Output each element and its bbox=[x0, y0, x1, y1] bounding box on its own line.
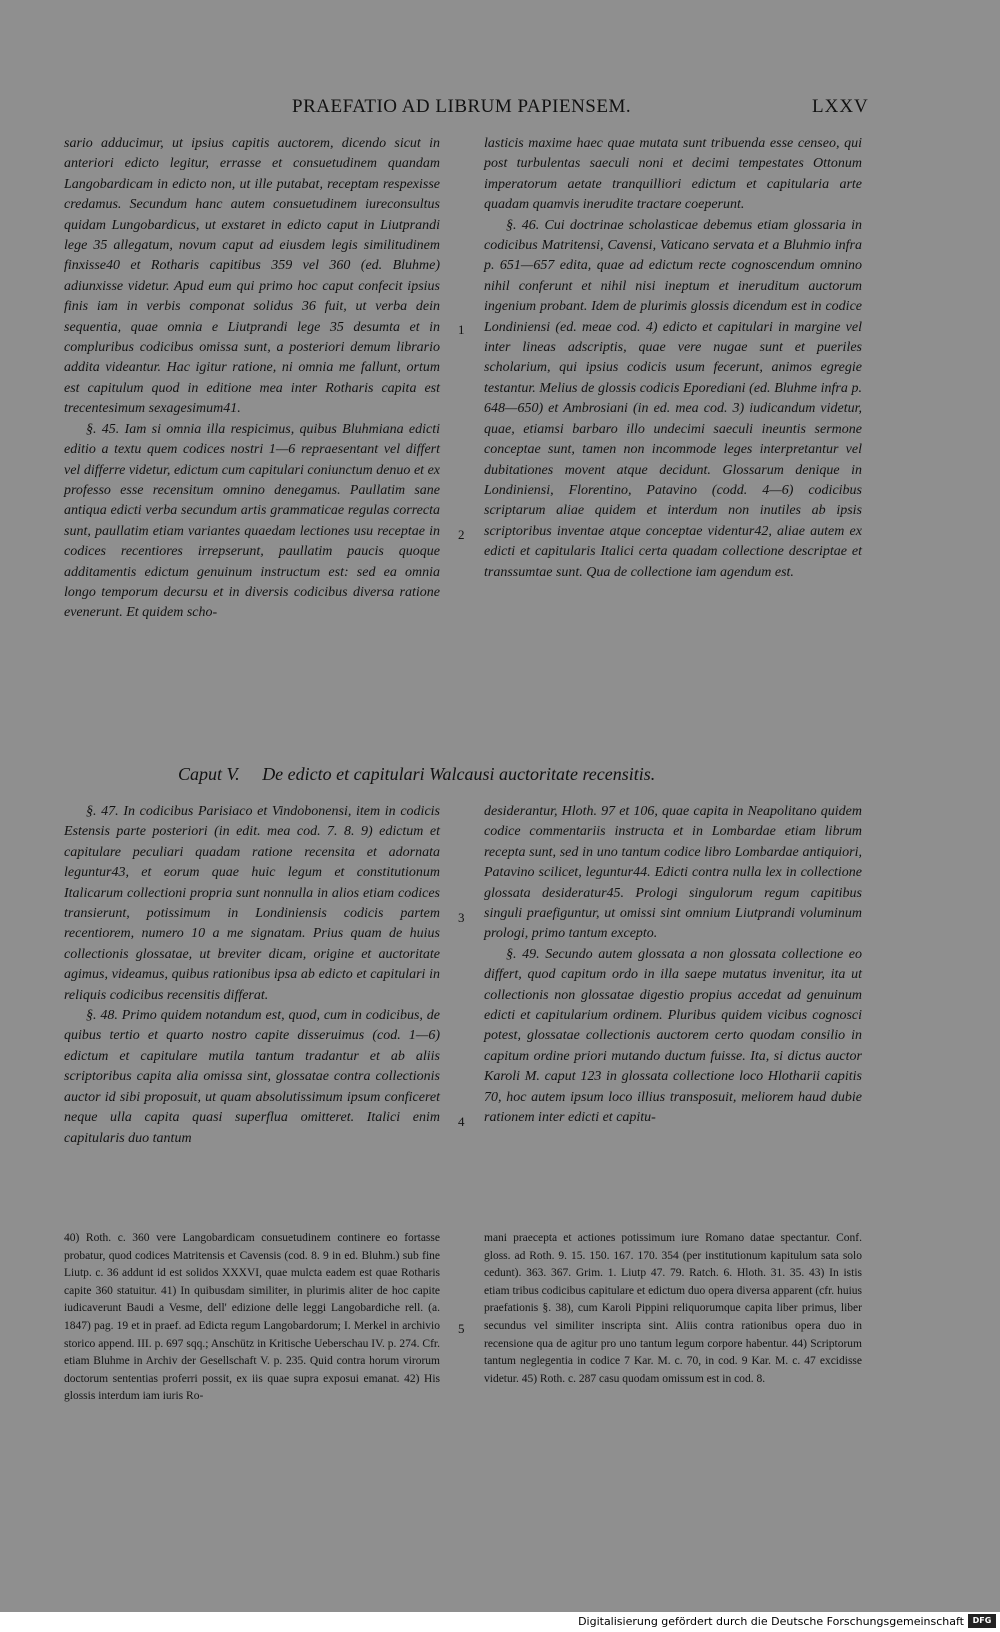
footnote-text: mani praecepta et actiones potissimum iure Romano datae spectantur. Conf. gloss. ad Roth. 9. 15. 150. 167. 170. 354 (per institutionum kapitulum sata solo cedunt). 363. 367. Grim. 1. Liutp 47. 79. Ratch. 6. Hloth. 31. 35. 43) In istis etiam tribus codicibus capitulare et edictum duo opera diversa apparent (cfr. huius praefationis §. 38), cum Karoli Pippini reliquorumque capita liber primus, liber secundus vel similiter inscripta sint. Aliis contra rationibus opera duo in recensione qua de agitur pro uno tantum legum corpore habentur. 44) Scriptorum tantum neglegentia in codice 7 Kar. M. c. 70, in cod. 9 Kar. M. c. 47 excidisse videtur. 45) Roth. c. 287 casu quodam omissum est in cod. 8. bbox=[484, 1232, 862, 1385]
line-marker: 4 bbox=[458, 1114, 465, 1129]
page-header bbox=[0, 96, 1000, 126]
footnotes-left bbox=[64, 1230, 440, 1406]
paragraph: lasticis maxime haec quae mutata sunt tribuenda esse censeo, qui post turbulentas saeculi noni et decimi tempestates Ottonum imperatorum aetate tranquilliori edictum et capitularia arte quadam quamvis inerudite tractare coeperunt. bbox=[484, 136, 862, 213]
running-title: PRAEFATIO AD LIBRUM PAPIENSEM. bbox=[292, 96, 632, 117]
dfg-logo: DFG bbox=[968, 1614, 996, 1628]
footnotes-right bbox=[484, 1230, 862, 1388]
paragraph-section-47: §. 47. In codicibus Parisiaco et Vindobonensi, item in codicis Estensis parte posteriori (in edit. mea cod. 7. 8. 9) edictum et capitulare peculiari quadam ratione recensita et adornata leguntur43, et eorum quae huic legum et constitutionum Italicarum collectioni propria sunt nonnulla in alios etiam codices transierunt, potissimum in Londiniensis codicis partem recentiorem, numero 10 a me signatam. Prius quam de huius collectionis glossatae, ut breviter dicam, origine et auctoritate agimus, videamus, quibus rationibus ipsa ab edicto et capitulari in reliquis codicibus recensitis differat. bbox=[64, 804, 440, 1003]
line-marker: 3 bbox=[458, 910, 465, 925]
paragraph-section-46: §. 46. Cui doctrinae scholasticae debemus etiam glossaria in codicibus Matritensi, Cavensi, Vaticano servata et a Bluhmio infra p. 651—657 edita, quae ad edictum recte cognoscendum omnino nihil conferunt et nihil nisi ineptum et ineruditum auctorum ingenium probant. Idem de plurimis glossis dicendum est in codice Londiniensi (ed. meae cod. 4) edicto et capitulari in margine vel inter lineas adscriptis, quae vere nugae sunt et pueriles scholarium, qui ipsius codicis usum fecerunt, animos egregie testantur. Melius de glossis codicis Eporediani (ed. Bluhme infra p. 648—650) et Ambrosiani (in ed. mea cod. 3) iudicandum videtur, quae, etiamsi barbaro illo undecimi saeculi ineuntis sermone conceptae sunt, tamen non incommode leges interpretantur vel dubitationes movent atque decidunt. Glossarum denique in Londiniensi, Florentino, Patavino (codd. 4—6) codicibus scriptarum aliae quidem et interdum non inutiles ab ipsis scriptoribus inventae atque conceptae videntur42, aliae autem ex edicti et capitularis Italici certa quadam collectione descriptae et transsumtae sunt. Qua de collectione iam agendum est. bbox=[484, 217, 862, 580]
paragraph-section-45: §. 45. Iam si omnia illa respicimus, quibus Bluhmiana edicti editio a textu quem codices nostri 1—6 repraesentant vel differt vel differre videtur, edictum cum capitulari coniunctum denuo et ex professo esse recensitum omnino denegamus. Paullatim sane antiqua edicti verba secundum artis grammaticae regulas correcta sunt, paullatim etiam variantes quaedam lectiones usu receptae in codices recentiores irrepserunt, paullatim paucis quoque additamentis edictum genuinum instructum est: sed ea omnia longo temporum decursu et in diversis codicibus diversa ratione evenerunt. Et quidem scho- bbox=[64, 421, 440, 621]
upper-right-column bbox=[484, 134, 862, 583]
lower-right-column bbox=[484, 802, 862, 1129]
digitization-footer bbox=[0, 1612, 1000, 1632]
line-marker: 2 bbox=[458, 527, 465, 542]
paragraph-section-49: §. 49. Secundo autem glossata a non glossata collectione eo differt, quod capitum ordo in illa saepe mutatus invenitur, ita ut collectionis non glossatae digestio propius accedat ad genuinum edicti et capitularium ordinem. Pluribus quidem vicibus cognosci potest, glossatae collectionis auctorem certo quodam consilio in capitum ordine priori mutando ductum fuisse. Ita, si dictus auctor Karoli M. caput 123 in glossata collectione loco Hlotharii capitis 70, hoc autem ipsum loco illius transposuit, meliorem haud dubie rationem inter edicti et capitu- bbox=[484, 946, 862, 1126]
paragraph: desiderantur, Hloth. 97 et 106, quae capita in Neapolitano quidem codice commentariis instructa et in Lombardae etiam librum recepta sunt, sed in uno tantum codice libro Lombardae antiquiori, Patavino scilicet, leguntur44. Edicti contra nulla lex in collectione glossata desideratur45. Prologi singulorum regum capitibus singuli praefiguntur, ut omissi sint omnium Liutprandi voluminum prologi, primo tantum excepto. bbox=[484, 804, 862, 942]
line-marker: 1 bbox=[458, 322, 465, 337]
chapter-label: Caput V. bbox=[178, 764, 240, 784]
upper-left-column bbox=[64, 134, 440, 624]
paragraph: sario adducimur, ut ipsius capitis auctorem, dicendo sicut in anteriori edicto legitur, errasse et consuetudinem quandam Langobardicam in edicto non, ut ille putabat, receptam respexisse credamus. Secundum hanc autem consuetudinem iureconsultus quidam Lungobardicus, ut exstaret in edicto caput in Liutprandi lege 35 allegatum, novum caput ad eiusdem legis similitudinem finxisse40 et Rotharis capitibus 359 vel 360 (ed. Bluhme) adiunxisse videtur. Apud eum qui primo hoc caput confecit ipsius finis iam in verbis componat solidus 36 fuit, ut verba dein sequentia, quae omnia e Liutprandi lege 35 desumta et in compluribus codicibus omissa sunt, a posteriori demum librario addita videantur. Hac igitur ratione, ni omnia me fallunt, ortum est capitulum quod in editione mea inter Rotharis capita est trecentesimum sexagesimum41. bbox=[64, 136, 440, 417]
chapter-heading bbox=[178, 764, 938, 785]
line-marker: 5 bbox=[458, 1321, 465, 1336]
lower-left-column bbox=[64, 802, 440, 1149]
paragraph-section-48: §. 48. Primo quidem notandum est, quod, cum in codicibus, de quibus tertio et quarto nostro capite disseruimus (cod. 1—6) edictum et capitulare mutila tantum tradantur et ab aliis scriptoribus capita alia omissa sint, glossatae contra collectionis auctor id sibi proposuit, ut quam absolutissimum ipsum conficeret neque ulla capita quasi superflua omitteret. Italici enim capitularis duo tantum bbox=[64, 1008, 440, 1146]
chapter-title: De edicto et capitulari Walcausi auctoritate recensitis. bbox=[262, 764, 656, 784]
page-number: LXXV bbox=[812, 96, 869, 117]
footnote-text: 40) Roth. c. 360 vere Langobardicam consuetudinem continere eo fortasse probatur, quod codices Matritensis et Cavensis (cod. 8. 9 in ed. Bluhm.) sub fine Liutp. c. 36 addunt id est solidos XXXVI, quae mulcta eadem est quae Rotharis capite 360 statuitur. 41) In quibusdam similiter, in plurimis aliter de hoc capite iudicaverunt Baudi a Vesme, dell' edizione delle leggi Langobardiche rell. (a. 1847) pag. 19 et in praef. ad Edicta regum Langobardorum; I. Merkel in archivio storico append. III. p. 697 sqq.; Anschütz in Kritische Ueberschau IV. p. 274. Cfr. etiam Bluhme in Archiv der Gesellschaft V. p. 235. Quid contra horum virorum doctorum sententias proferri possit, ex iis quae supra exposui emanat. 42) His glossis interdum iam iuris Ro- bbox=[64, 1232, 440, 1403]
funding-credit: Digitalisierung gefördert durch die Deutsche Forschungsgemeinschaft bbox=[578, 1615, 964, 1628]
